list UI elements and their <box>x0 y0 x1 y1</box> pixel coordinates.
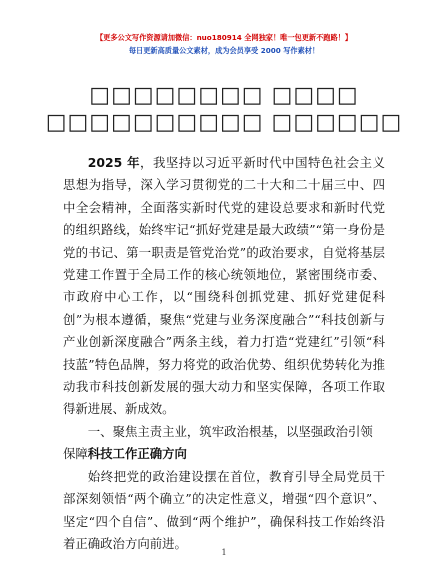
intro-text: ，我坚持以习近平新时代中国特色社会主义思想为指导，深入学习贯彻党的二十大和二十届三中、四中全会精神，全面落实新时代党的建设总要求和新时代党的组织路线，始终牢记“抓好党建是最大政绩”“第一身份是党的书记、第一职责是管党治党”的政治要求，自觉将基层党建工作置于全局工作的核心统领地位，紧密围绕市委、市政府中心工作，以“围绕科创抓党建、抓好党建促科创”为根本遵循，聚焦“党建与业务深度融合”“科技创新与产业创新深度融合”两条主线，着力打造“党建红”引领“科技蓝”特色品牌，努力将党的政治优势、组织优势转化为推动我市科技创新发展的强大动力和坚实保障，各项工作取得新进展、新成效。 <box>63 155 385 417</box>
section-1-paragraph: 始终把党的政治建设摆在首位，教育引导全局党员干部深刻领悟“两个确立”的决定性意义，增强“四个意识”、坚定“四个自信”、做到“两个维护”，确保科技工作始终沿着正确政治方向前进。 <box>63 468 385 551</box>
page-number: 1 <box>221 548 227 557</box>
intro-year: 2025 年 <box>87 155 141 170</box>
section-1-heading-bold: 科技工作正确方向 <box>87 446 187 462</box>
document-body <box>63 152 385 555</box>
document-title: □□□□□□□□ □□□□ □□□□□□□□□□ □□□□□□ <box>45 83 403 135</box>
intro-paragraph <box>63 152 385 421</box>
section-1-heading-normal: 一、聚焦主责主业，筑牢政治根基，以坚强政治引领保障 <box>63 423 373 462</box>
promo-banner-blue: 每日更新高质量公文素材，成为会员享受 2000 写作素材！ <box>128 46 320 55</box>
section-1-heading <box>63 421 385 466</box>
promo-banner-red: 【更多公文写作资源请加微信：nuo180914 全网独家！唯一包更新不跑路！】 <box>95 33 353 42</box>
